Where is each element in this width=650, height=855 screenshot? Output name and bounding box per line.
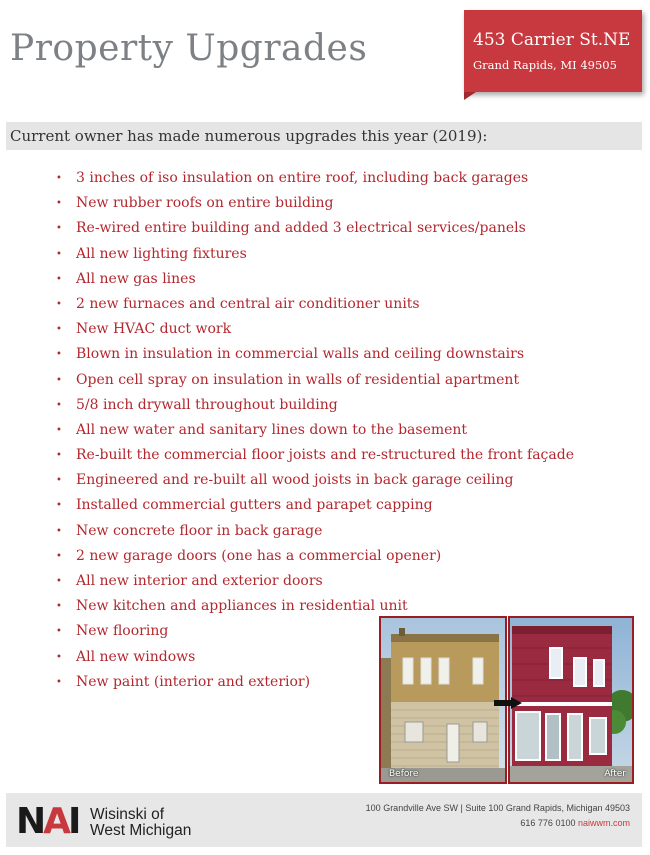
list-item: • New HVAC duct work [56, 317, 574, 342]
arrow-right-icon [494, 697, 522, 709]
list-item: • All new windows [56, 645, 574, 670]
after-building-image [510, 618, 632, 782]
list-item: • Engineered and re-built all wood joists in back garage ceiling [56, 468, 574, 493]
list-item: • 2 new furnaces and central air conditioner units [56, 292, 574, 317]
company-name-line2: West Michigan [90, 822, 192, 839]
list-item: • 3 inches of iso insulation on entire roof, including back garages [56, 166, 574, 191]
after-label: After [604, 769, 626, 779]
before-photo [379, 616, 507, 784]
list-item: • Blown in insulation in commercial walls and ceiling downstairs [56, 342, 574, 367]
list-item: • All new gas lines [56, 267, 574, 292]
company-name-line1: Wisinski of [90, 806, 165, 823]
nai-logo: NAI [16, 801, 79, 842]
list-item: • New concrete floor in back garage [56, 519, 574, 544]
list-item: • All new interior and exterior doors [56, 569, 574, 594]
footer-phone-web [366, 816, 630, 831]
before-building-image [381, 618, 505, 782]
list-item: • New paint (interior and exterior) [56, 670, 574, 695]
footer [6, 793, 642, 847]
list-item: • New kitchen and appliances in residential unit [56, 594, 574, 619]
list-item: • All new water and sanitary lines down to the basement [56, 418, 574, 443]
footer-website-link[interactable]: naiwwm.com [577, 818, 630, 828]
before-label: Before [389, 769, 419, 779]
address-city: Grand Rapids, MI 49505 [473, 58, 617, 72]
list-item: • Installed commercial gutters and parapet capping [56, 493, 574, 518]
address-banner [464, 10, 642, 92]
list-item: • 5/8 inch drywall throughout building [56, 393, 574, 418]
list-item: • All new lighting fixtures [56, 242, 574, 267]
list-item: • Re-built the commercial floor joists and re-structured the front façade [56, 443, 574, 468]
footer-phone: 616 776 0100 [520, 818, 576, 828]
footer-contact [366, 801, 630, 831]
company-name [90, 807, 191, 839]
list-item: • 2 new garage doors (one has a commercial opener) [56, 544, 574, 569]
intro-heading: Current owner has made numerous upgrades this year (2019): [6, 122, 642, 150]
list-item: • Open cell spray on insulation in walls of residential apartment [56, 368, 574, 393]
banner-notch [464, 92, 476, 100]
address-street: 453 Carrier St.NE [473, 30, 631, 50]
list-item: • New rubber roofs on entire building [56, 191, 574, 216]
after-photo [508, 616, 634, 784]
list-item: • New flooring [56, 619, 574, 644]
footer-address: 100 Grandville Ave SW | Suite 100 Grand Rapids, Michigan 49503 [365, 803, 630, 813]
list-item: • Re-wired entire building and added 3 electrical services/panels [56, 216, 574, 241]
page-title: Property Upgrades [10, 28, 368, 69]
